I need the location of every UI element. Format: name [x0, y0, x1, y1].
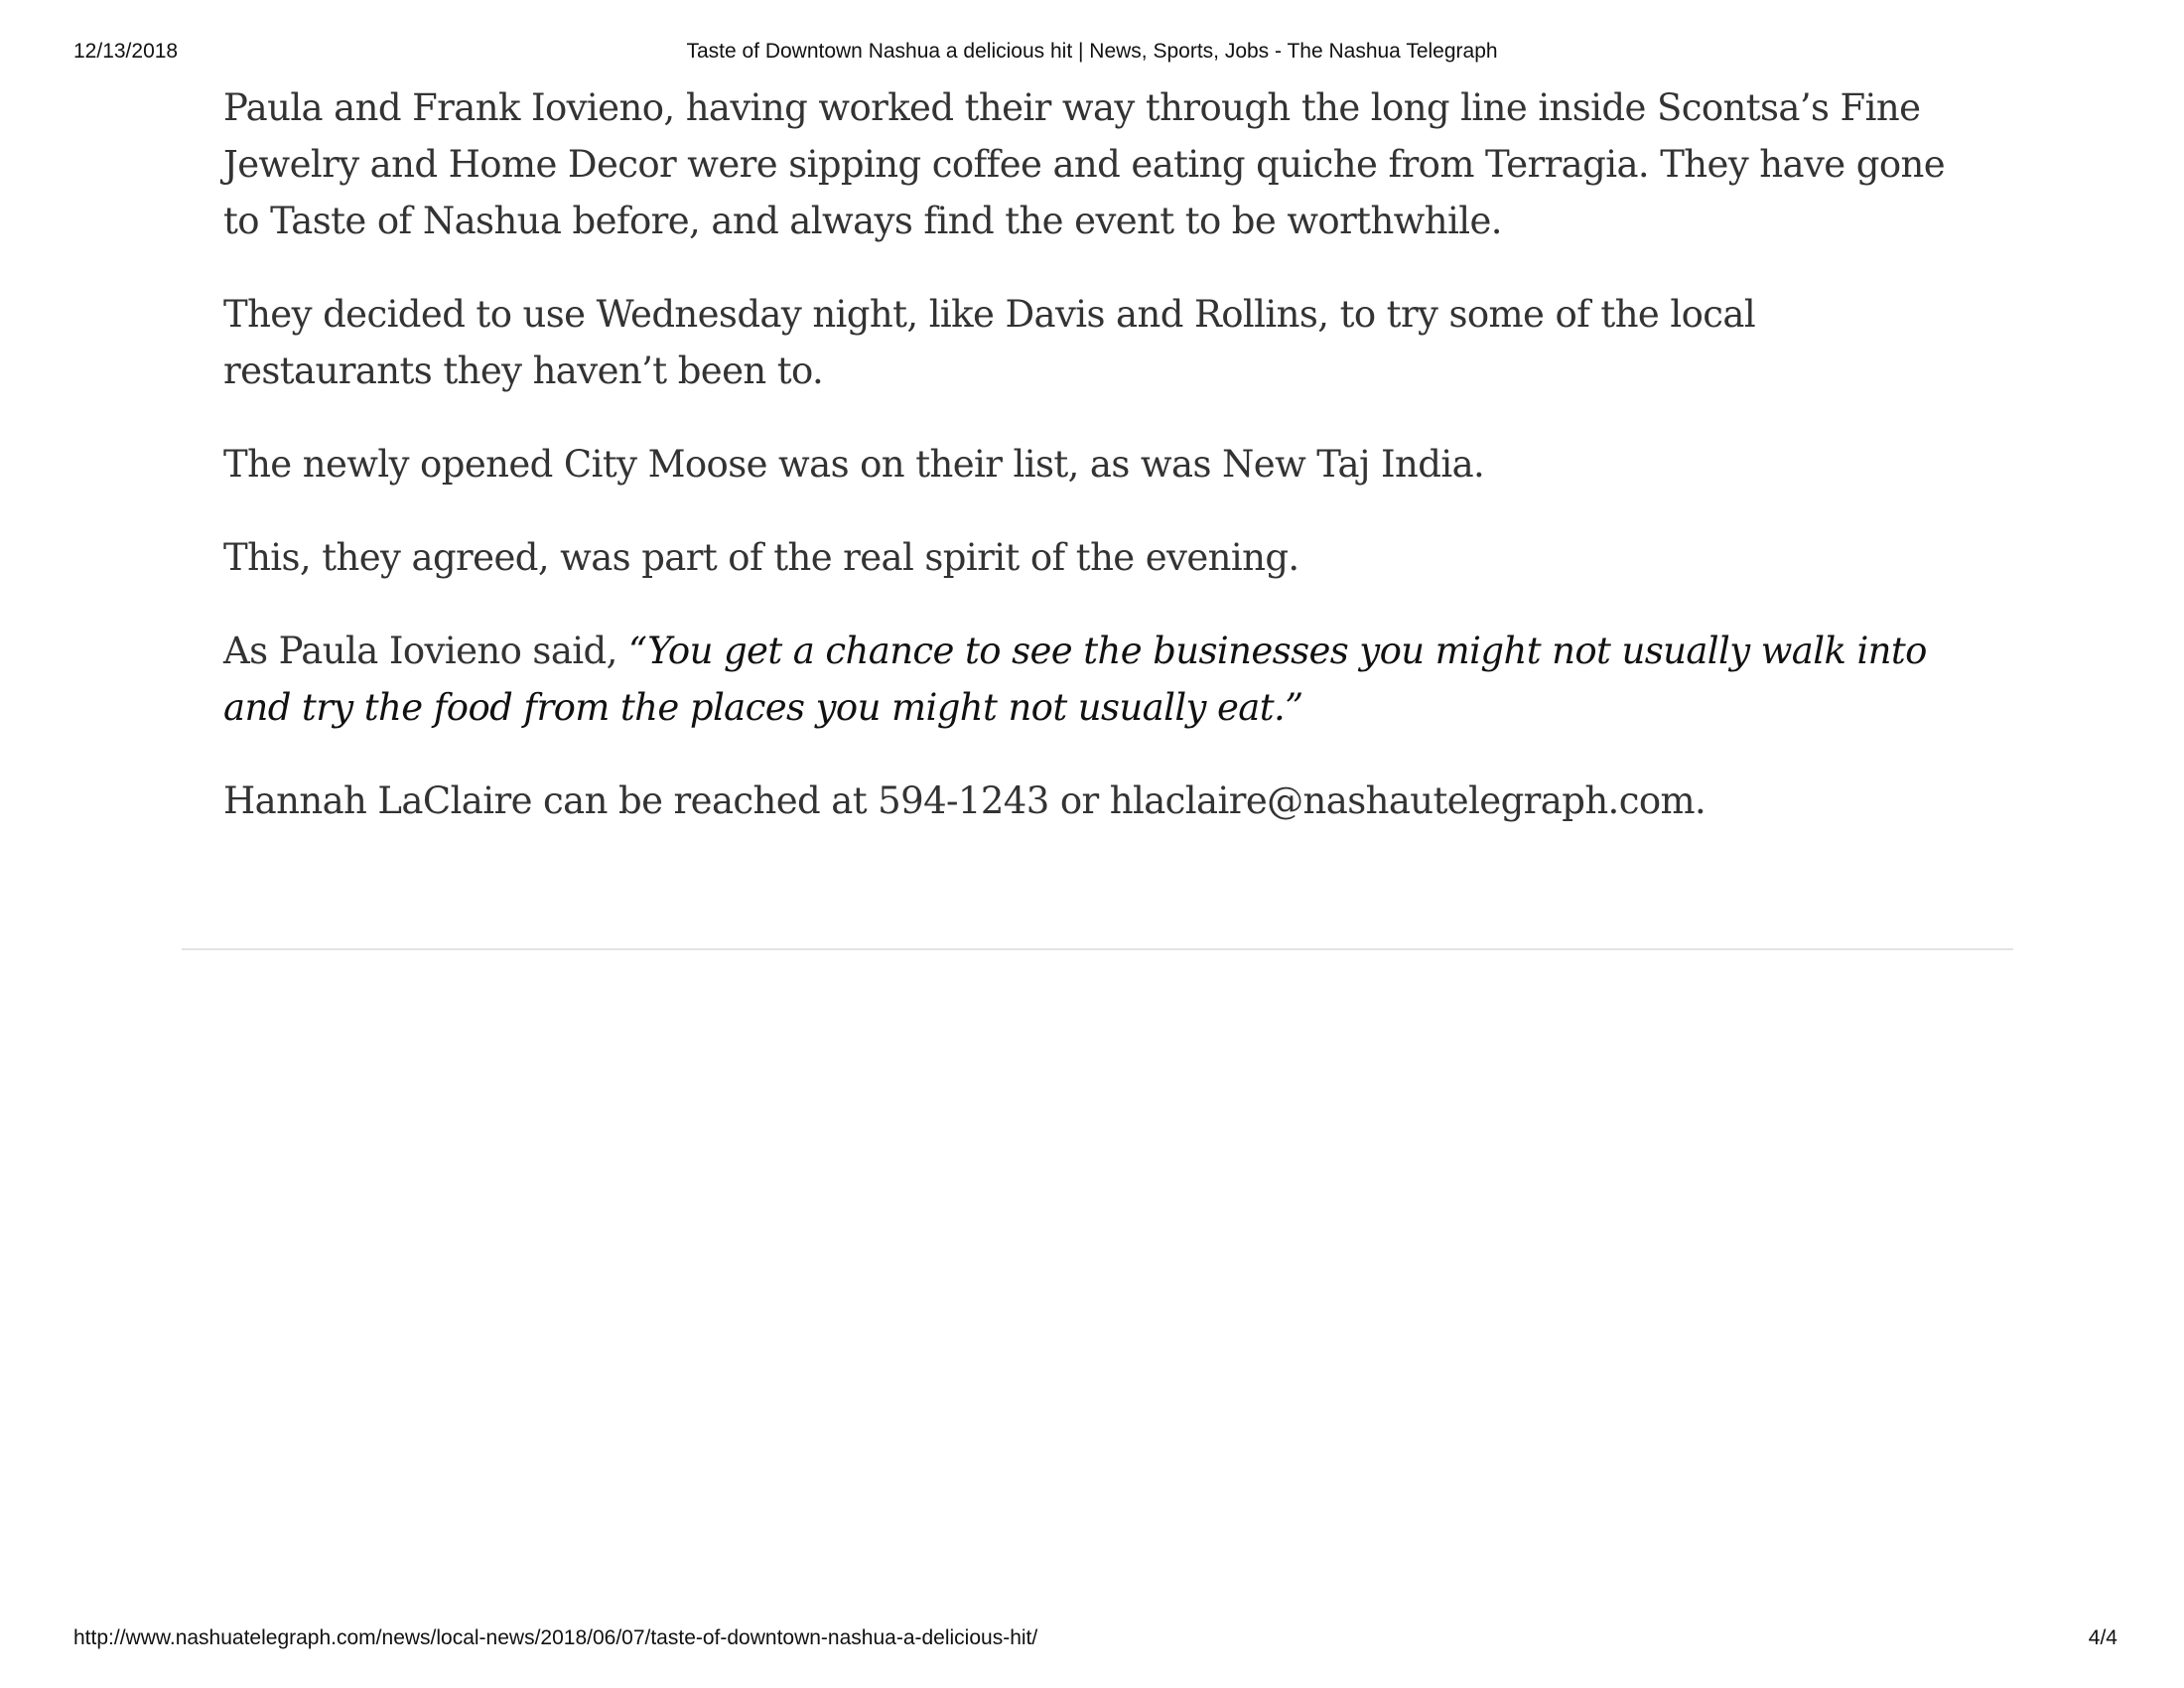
quote-text: “You get a chance to see the businesses you might not usually walk into and try the food from the places you might not usually eat.”: [223, 630, 1927, 729]
contact-paragraph: Hannah LaClaire can be reached at 594-1243 or hlaclaire@nashautelegraph.com.: [223, 779, 1706, 822]
article-body: [223, 79, 1971, 866]
print-header-title: Taste of Downtown Nashua a delicious hit | News, Sports, Jobs - The Nashua Telegraph: [686, 40, 1498, 63]
article-divider: [182, 948, 2013, 950]
quote-paragraph: [223, 623, 1971, 736]
print-header-date: 12/13/2018: [73, 40, 179, 63]
article-paragraph: They decided to use Wednesday night, like Davis and Rollins, to try some of the local restaurants they haven’t been to.: [223, 293, 1756, 392]
print-footer-url: http://www.nashuatelegraph.com/news/local-news/2018/06/07/taste-of-downtown-nashua-a-delicious-hit/: [73, 1626, 1038, 1649]
article-paragraph: Paula and Frank Iovieno, having worked their way through the long line inside Scontsa’s Fine Jewelry and Home Decor were sipping coffee and eating quiche from Terragia. They have gone to Taste of Nashua before, and always find the event to be worthwhile.: [223, 86, 1946, 242]
article-paragraph: This, they agreed, was part of the real spirit of the evening.: [223, 536, 1299, 579]
article-paragraph: The newly opened City Moose was on their list, as was New Taj India.: [223, 443, 1485, 486]
print-footer-page-number: 4/4: [2088, 1626, 2117, 1649]
quote-lead: As Paula Iovieno said,: [223, 630, 628, 672]
